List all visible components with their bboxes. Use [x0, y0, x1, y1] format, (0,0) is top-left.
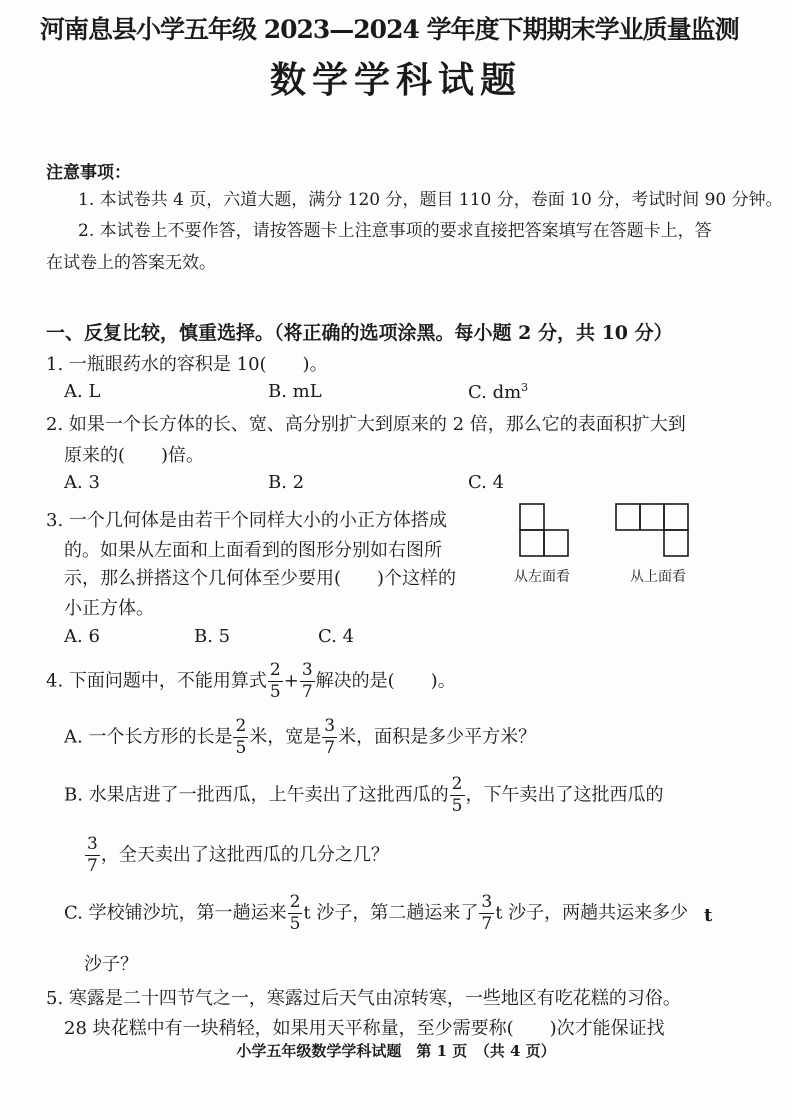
question-3-line2: 的。如果从左面和上面看到的图形分别如右图所	[64, 540, 442, 561]
question-3-option-b: B. 5	[194, 626, 231, 647]
top-view-square-2	[640, 504, 664, 530]
page-title: 数学学科试题	[269, 59, 522, 101]
question-3-option-c: C. 4	[318, 626, 355, 647]
question-1-option-a: A. L	[64, 381, 101, 402]
question-1-option-c: C. $dm^3$	[468, 381, 529, 403]
question-3-option-a: A. 6	[64, 626, 100, 647]
fraction-three-sevenths: $\frac{3}{7}$	[301, 660, 313, 702]
fraction-two-fifths: $\frac{2}{5}$	[451, 774, 463, 816]
fraction-two-fifths: $\frac{2}{5}$	[235, 716, 247, 758]
top-view-square-4	[664, 530, 688, 556]
question-2-stem-line1: 2. 如果一个长方体的长、宽、高分别扩大到原来的 2 倍，那么它的表面积扩大到	[46, 414, 686, 435]
fraction-two-fifths: $\frac{2}{5}$	[269, 660, 281, 702]
question-4-option-b-line2: $\frac{3}{7}$ ，全天卖出了这批西瓜的几分之几？	[87, 834, 389, 876]
question-4-option-c-unit: t	[704, 905, 713, 926]
fraction-three-sevenths: $\frac{3}{7}$	[87, 834, 98, 876]
left-view-square-bottom-right	[544, 530, 568, 556]
question-4-option-a: A. 一个长方形的长是 $\frac{2}{5}$ 米，宽是 $\frac{3}{7}$ 米，面积是多少平方米？	[64, 716, 537, 758]
question-2-option-c: C. 4	[468, 472, 505, 493]
left-view-square-top	[520, 504, 544, 530]
left-view-square-bottom-left	[520, 530, 544, 556]
top-view-square-3	[664, 504, 688, 530]
question-2-stem-line2: 原来的( )倍。	[64, 445, 205, 466]
fraction-three-sevenths: $\frac{3}{7}$	[481, 892, 493, 934]
page-footer: 小学五年级数学学科试题 第 1 页 （共 4 页）	[236, 1042, 556, 1060]
question-3-figures	[512, 500, 702, 562]
exam-header: 河南息县小学五年级 2023—2024 学年度下期期末学业质量监测	[40, 15, 739, 44]
notice-item-1: 1. 本试卷共 4 页，六道大题，满分 120 分，题目 110 分，卷面 10 分，考试时间 90 分钟。	[78, 190, 783, 210]
view-from-left-figure	[520, 504, 568, 556]
question-2-option-a: A. 3	[64, 472, 100, 493]
question-4-option-b-line1: B. 水果店进了一批西瓜，上午卖出了这批西瓜的 $\frac{2}{5}$ ，下午卖出了这批西瓜的	[64, 774, 664, 816]
question-3-line4: 小正方体。	[64, 598, 154, 619]
notice-item-2-line1: 2. 本试卷上不要作答，请按答题卡上注意事项的要求直接把答案填写在答题卡上，答	[78, 221, 712, 241]
fraction-three-sevenths: $\frac{3}{7}$	[324, 716, 336, 758]
question-3-line1: 3. 一个几何体是由若干个同样大小的小正方体搭成	[46, 510, 447, 531]
top-view-square-1	[616, 504, 640, 530]
question-4-option-c-line2: 沙子？	[84, 954, 138, 975]
question-1-option-b: B. mL	[268, 381, 322, 402]
question-5-line1: 5. 寒露是二十四节气之一，寒露过后天气由凉转寒，一些地区有吃花糕的习俗。	[46, 988, 681, 1009]
figure-caption-top-view: 从上面看	[630, 569, 686, 585]
question-5-line2: 28 块花糕中有一块稍轻，如果用天平称量，至少需要称( )次才能保证找	[64, 1018, 665, 1039]
notice-heading: 注意事项：	[46, 163, 131, 183]
question-2-option-b: B. 2	[268, 472, 305, 493]
question-4-stem: 4. 下面问题中，不能用算式 $\frac{2}{5}$ + $\frac{3}{7}$ 解决的是( )。	[46, 660, 456, 702]
question-4-option-c-line1: C. 学校铺沙坑，第一趟运来 $\frac{2}{5}$ t 沙子，第二趟运来了 $\frac{3}{7}$ t 沙子，两趟共运来多少	[64, 892, 689, 934]
figure-caption-left-view: 从左面看	[514, 569, 570, 585]
section-1-title: 一、反复比较，慎重选择。（将正确的选项涂黑。每小题 2 分，共 10 分）	[46, 322, 673, 344]
question-1-stem: 1. 一瓶眼药水的容积是 10( )。	[46, 354, 328, 375]
question-3-line3: 示，那么拼搭这个几何体至少要用( )个这样的	[64, 568, 457, 589]
view-from-top-figure	[616, 504, 688, 556]
notice-item-2-line2: 在试卷上的答案无效。	[46, 253, 216, 273]
fraction-two-fifths: $\frac{2}{5}$	[289, 892, 301, 934]
